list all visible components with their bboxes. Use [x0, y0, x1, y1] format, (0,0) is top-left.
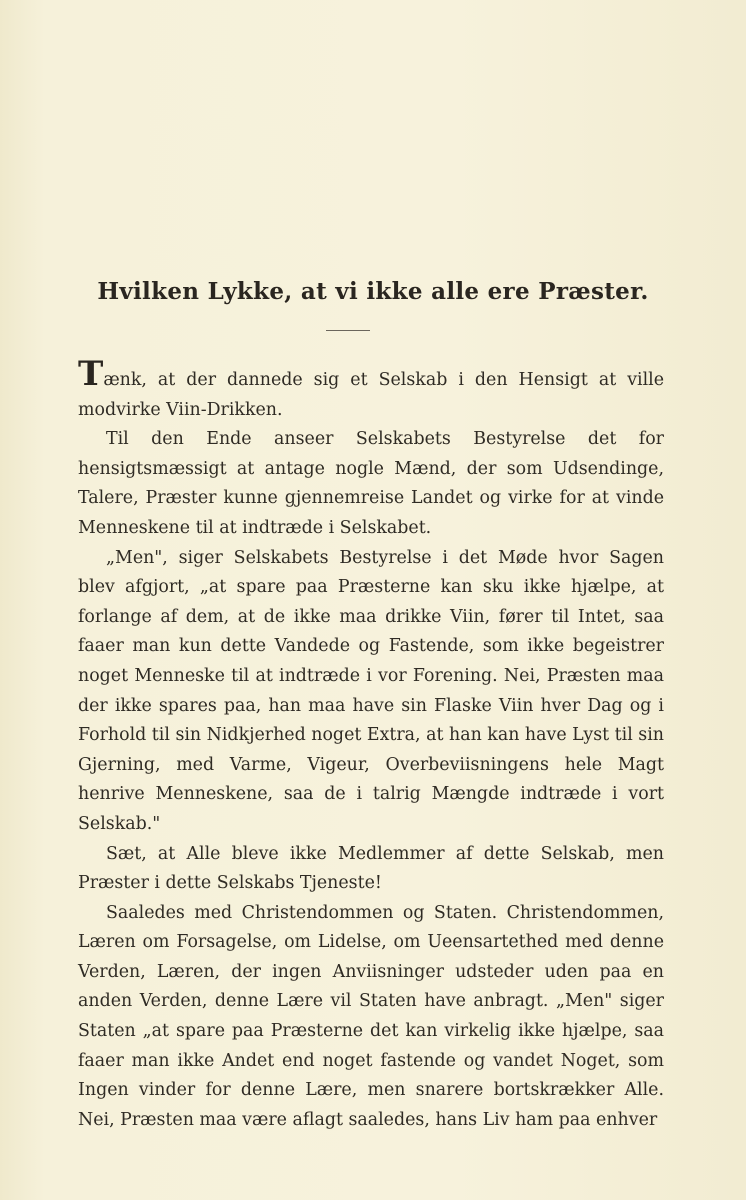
paragraph-5: Saaledes med Christendommen og Staten. Christendommen, Læren om Forsagelse, om Lidelse, om Ueensartethed med denne Verden, Læren, der ingen Anviisninger udsteder uden paa en anden Verden, denne Lære vil Staten have anbragt. „Men" siger Staten „at spare paa Præsterne det kan virkelig ikke hjælpe, saa faaer man ikke Andet end noget fastende og vandet Noget, som Ingen vinder for denne Lære, men snarere bortskrækker Alle. Nei, Præsten maa være aflagt saaledes, hans Liv ham paa enhver [78, 902, 664, 1130]
chapter-title: Hvilken Lykke, at vi ikke alle ere Præster. [97, 278, 649, 305]
drop-cap: T [78, 354, 104, 394]
paragraph-1-text: ænk, at der dannede sig et Selskab i den Hensigt at ville modvirke Viin-Drikken. [78, 370, 664, 420]
paragraph-3: „Men", siger Selskabets Bestyrelse i det Møde hvor Sagen blev afgjort, „at spare paa Præsterne kan sku ikke hjælpe, at forlange af dem, at de ikke maa drikke Viin, fører til Intet, saa faaer man kun dette Vandede og Fastende, som ikke begeistrer noget Menneske til at indtræde i vor Forening. Nei, Præsten maa der ikke spares paa, han maa have sin Flaske Viin hver Dag og i Forhold til sin Nidkjerhed noget Extra, at han kan have Lyst til sin Gjerning, med Varme, Vigeur, Overbeviisningens hele Magt henrive Menneskene, saa de i talrig Mængde indtræde i vort Selskab." [78, 547, 664, 834]
paragraph-1 [78, 354, 664, 425]
paragraph-4: Sæt, at Alle bleve ikke Medlemmer af dette Selskab, men Præster i dette Selskabs Tjeneste! [78, 843, 664, 894]
paragraph-2: Til den Ende anseer Selskabets Bestyrelse det for hensigtsmæssigt at antage nogle Mænd, der som Udsendinge, Talere, Præster kunne gjennemreise Landet og virke for at vinde Menneskene til at indtræde i Selskabet. [78, 429, 664, 538]
title-divider [326, 330, 370, 331]
body-text [78, 354, 664, 1135]
